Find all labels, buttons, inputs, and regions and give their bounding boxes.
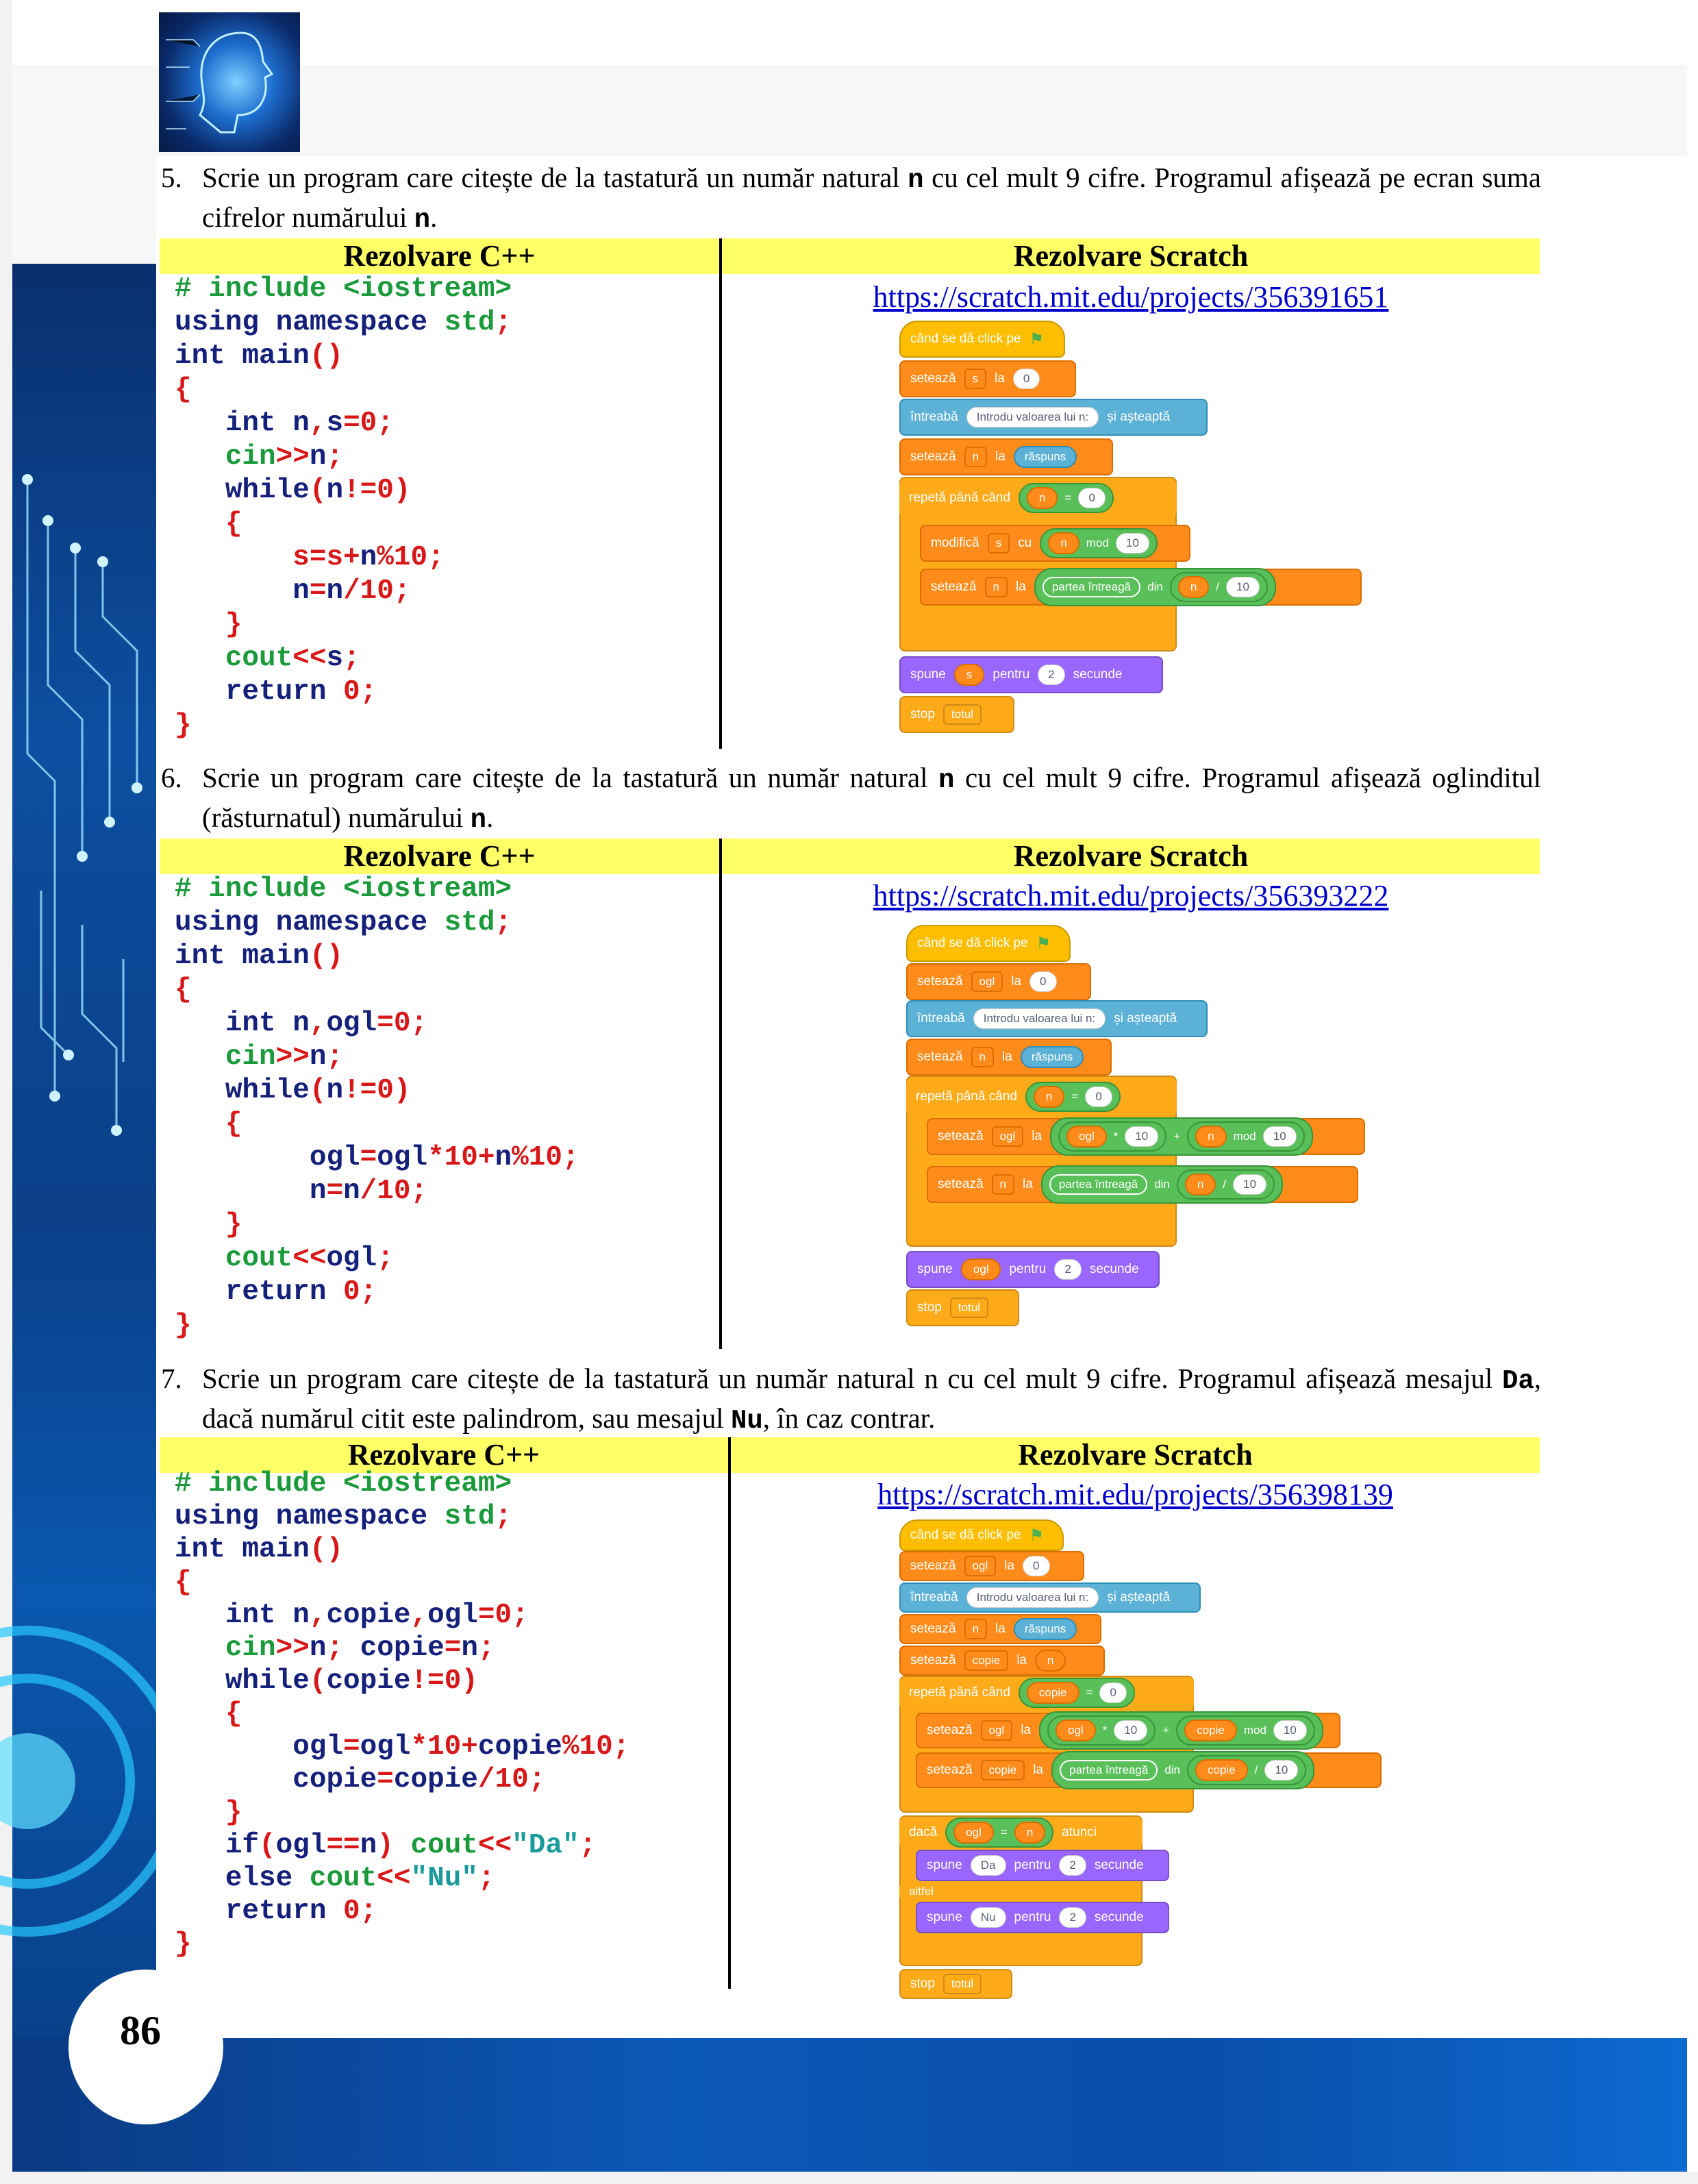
cpp-code: # include <iostream> using namespace std; int main() { int n,copie,ogl=0; cin>>n; copie=n; while(copie!=0) { ogl=ogl*10+copie%10; copie=copie/10; } if(ogl==n) cout<<"Da"; else cout<<"Nu"; return 0; } <box>175 1468 630 1960</box>
say-block: spune ogl pentru 2 secunde <box>906 1251 1160 1288</box>
problem-number: 5. <box>161 162 182 193</box>
column-divider <box>728 1437 731 1989</box>
page-number: 86 <box>120 2008 161 2053</box>
set-block: setează n la răspuns <box>899 1614 1101 1644</box>
set-floor-block: setează n la partea întreagă din n / 10 <box>920 569 1362 606</box>
page-margin-bottom <box>0 2172 1698 2184</box>
stop-block: stop totul <box>899 696 1014 733</box>
when-flag-block: când se dă click pe ⚑ <box>899 1519 1064 1551</box>
stop-block: stop totul <box>899 1969 1012 1999</box>
when-flag-block: când se dă click pe ⚑ <box>906 925 1071 962</box>
set-block: setează copie la n <box>899 1646 1105 1676</box>
header-cpp: Rezolvare C++ <box>160 238 719 274</box>
header-scratch: Rezolvare Scratch <box>731 1437 1540 1473</box>
problem-number: 6. <box>161 762 182 793</box>
green-flag-icon: ⚑ <box>1029 330 1045 349</box>
say-block: spune Da pentru 2 secunde <box>916 1850 1169 1881</box>
set-ogl-block: setează ogl la ogl * 10 + copie mod 10 <box>916 1713 1340 1748</box>
green-flag-icon: ⚑ <box>1036 934 1051 953</box>
column-divider <box>719 238 722 749</box>
header-scratch: Rezolvare Scratch <box>722 839 1540 874</box>
header-cpp: Rezolvare C++ <box>160 839 719 874</box>
solution-table-7: Rezolvare C++ Rezolvare Scratch # include <iostream> using namespace std; int main() { int n,copie,ogl=0; cin>>n; copie=n; while(copie!=0) { ogl=ogl*10+copie%10; copie=copie/10; } if(ogl==n) cout<<"Da"; else cout<<"Nu"; return 0; } https://scratch.mit.edu/projects/356398139 când se dă click pe ⚑ setează ogl la 0 întreabă Introdu valoarea lui n: și așteaptă setează n la răspuns setează copie la n repetă până când copie = 0 setează ogl la ogl * 10 + copie mod 10 setează copie la partea întreagă din copie / 10 dacă ogl = n atunci spune Da pentru 2 secunde altfel spune Nu pentru 2 secunde stop totul <box>160 1437 1540 1989</box>
header-scratch: Rezolvare Scratch <box>722 238 1540 274</box>
change-block: modifică s cu n mod 10 <box>920 525 1190 562</box>
ask-block: întreabă Introdu valoarea lui n: și așteaptă <box>899 399 1208 436</box>
problem-5-statement: 5. Scrie un program care citește de la tastatură un număr natural n cu cel mult 9 cifre. Programul afișează pe ecran suma cifrelor numărului n. <box>161 159 1541 238</box>
green-flag-icon: ⚑ <box>1029 1526 1045 1545</box>
solution-table-6: Rezolvare C++ Rezolvare Scratch # include <iostream> using namespace std; int main() { int n,ogl=0; cin>>n; while(n!=0) { ogl=ogl*10+n%10; n=n/10; } cout<<ogl; return 0; } https://scratch.mit.edu/projects/356393222 când se dă click pe ⚑ setează ogl la 0 întreabă Introdu valoarea lui n: și așteaptă setează n la răspuns repetă până când n = 0 setează ogl la ogl * 10 + n mod 10 setează n la partea întreagă din n / 10 spune ogl pentru 2 secunde stop totul <box>160 839 1540 1349</box>
set-floor-block: setează copie la partea întreagă din copie / 10 <box>916 1752 1382 1788</box>
set-block: setează ogl la 0 <box>899 1551 1084 1581</box>
ask-block: întreabă Introdu valoarea lui n: și așteaptă <box>906 1000 1208 1037</box>
say-block: spune Nu pentru 2 secunde <box>916 1902 1169 1933</box>
when-flag-block: când se dă click pe ⚑ <box>899 321 1065 358</box>
cpp-code: # include <iostream> using namespace std; int main() { int n,ogl=0; cin>>n; while(n!=0) { ogl=ogl*10+n%10; n=n/10; } cout<<ogl; return 0; } <box>175 873 579 1341</box>
problem-number: 7. <box>161 1363 182 1394</box>
column-divider <box>719 839 722 1349</box>
set-block: setează ogl la 0 <box>906 963 1091 1000</box>
ai-head-logo <box>159 12 300 152</box>
problem-6-statement: 6. Scrie un program care citește de la tastatură un număr natural n cu cel mult 9 cifre. Programul afișează oglinditul (răsturnatul) numărului n. <box>161 759 1541 839</box>
set-block: setează s la 0 <box>899 360 1076 397</box>
decorative-bottom-band <box>12 2038 1687 2172</box>
set-block: setează n la răspuns <box>899 438 1113 475</box>
problem-7-statement: 7. Scrie un program care citește de la tastatură un număr natural n cu cel mult 9 cifre. Programul afișează mesajul Da, dacă numărul citit este palindrom, sau mesajul Nu, în caz contrar. <box>161 1360 1541 1439</box>
scratch-project-link[interactable]: https://scratch.mit.edu/projects/356393222 <box>873 879 1389 913</box>
set-ogl-block: setează ogl la ogl * 10 + n mod 10 <box>927 1118 1365 1155</box>
set-floor-block: setează n la partea întreagă din n / 10 <box>927 1166 1358 1203</box>
solution-table-5: Rezolvare C++ Rezolvare Scratch # include <iostream> using namespace std; int main() { int n,s=0; cin>>n; while(n!=0) { s=s+n%10; n=n/10; } cout<<s; return 0; } https://scratch.mit.edu/projects/356391651 când se dă click pe ⚑ setează s la 0 întreabă Introdu valoarea lui n: și așteaptă setează n la răspuns repetă până când n = 0 modifică s cu n mod 10 setează n la partea întreagă din n / 10 spune s pentru 2 secunde stop totul <box>160 238 1540 749</box>
scratch-project-link[interactable]: https://scratch.mit.edu/projects/356391651 <box>873 280 1389 314</box>
stop-block: stop totul <box>906 1289 1019 1326</box>
scratch-project-link[interactable]: https://scratch.mit.edu/projects/356398139 <box>877 1478 1393 1511</box>
cpp-code: # include <iostream> using namespace std; int main() { int n,s=0; cin>>n; while(n!=0) { s=s+n%10; n=n/10; } cout<<s; return 0; } <box>175 273 512 741</box>
say-block: spune s pentru 2 secunde <box>899 656 1163 693</box>
set-block: setează n la răspuns <box>906 1039 1112 1076</box>
ask-block: întreabă Introdu valoarea lui n: și așteaptă <box>899 1583 1201 1613</box>
header-cpp: Rezolvare C++ <box>160 1437 728 1473</box>
